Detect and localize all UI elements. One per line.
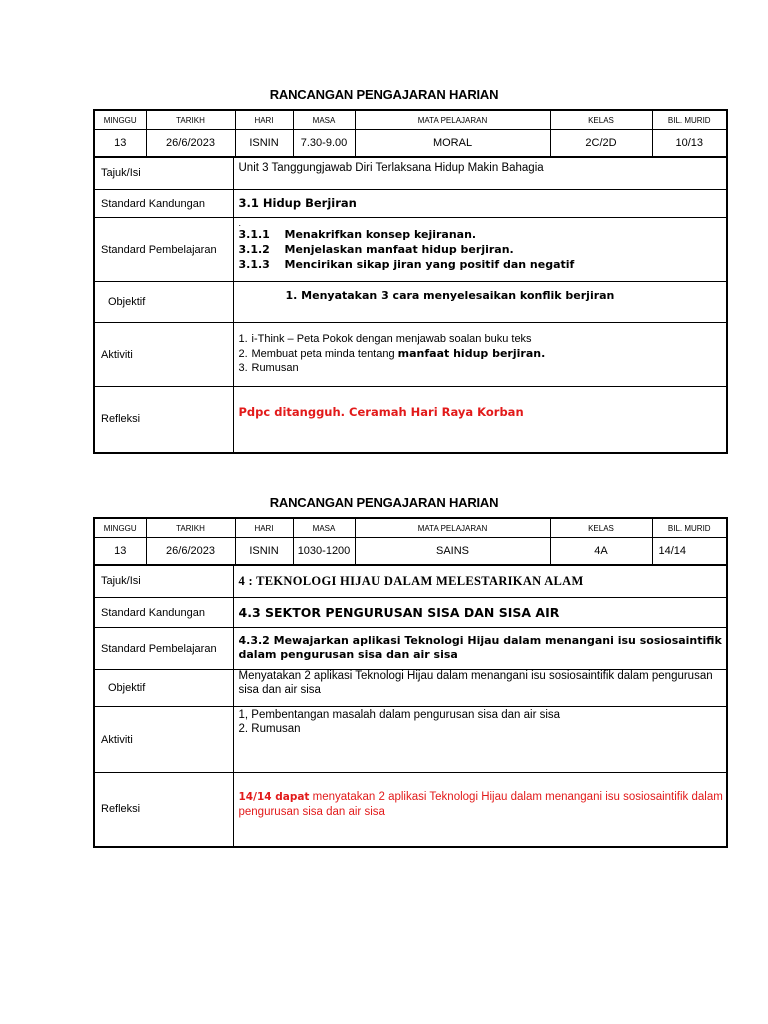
aktiviti-bold-text: manfaat hidup berjiran. [397,346,546,360]
objektif-value: 1. Menyatakan 3 cara menyelesaikan konflik berjiran [233,282,727,323]
sp-item [239,257,727,272]
aktiviti-list [239,332,727,376]
header-tarikh: TARIKH [146,110,235,130]
sp-text: Menjelaskan manfaat hidup berjiran. [284,243,514,256]
value-tarikh: 26/6/2023 [146,130,235,158]
aktiviti-number: 1. [238,333,248,345]
value-minggu: 13 [94,538,146,566]
aktiviti-number: 2. [238,347,248,360]
header-hari: HARI [235,110,293,130]
value-tarikh: 26/6/2023 [146,538,235,566]
tajuk-value: Unit 3 Tanggungjawab Diri Terlaksana Hidup Makin Bahagia [233,157,727,190]
aktiviti-item: 2. Rumusan [238,722,301,735]
header-tarikh: TARIKH [146,518,235,538]
header-bil-murid: BIL. MURID [652,110,727,130]
aktiviti-item [239,361,727,376]
aktiviti-text: i-Think – Peta Pokok dengan menjawab soalan buku teks [251,333,532,345]
label-refleksi: Refleksi [94,387,233,453]
header-mata-pelajaran: MATA PELAJARAN [355,518,550,538]
sp-code: 3.1.1 [238,228,270,241]
plan-1-body-table [93,156,728,454]
sp-text: Menakrifkan konsep kejiranan. [284,228,477,241]
aktiviti-cell [233,707,727,773]
label-objektif: Objektif [94,282,233,323]
tajuk-value: 4 : TEKNOLOGI HIJAU DALAM MELESTARIKAN ALAM [233,565,727,598]
header-hari: HARI [235,518,293,538]
objektif-value: Menyatakan 2 aplikasi Teknologi Hijau dalam menangani isu sosiosaintifik dalam pengurusan sisa dan air sisa [233,670,727,707]
value-hari: ISNIN [235,538,293,566]
header-mata-pelajaran: MATA PELAJARAN [355,110,550,130]
label-standard-kandungan: Standard Kandungan [94,190,233,218]
header-minggu: MINGGU [94,518,146,538]
label-tajuk: Tajuk/Isi [94,565,233,598]
plan-2-header-table [93,517,728,566]
value-hari: ISNIN [235,130,293,158]
label-aktiviti: Aktiviti [94,323,233,387]
value-kelas: 2C/2D [550,130,652,158]
refleksi-value: Pdpc ditangguh. Ceramah Hari Raya Korban [233,387,727,453]
refleksi-value: menyatakan 2 aplikasi Teknologi Hijau dalam menangani isu sosiosaintifik dalam pengurusan sisa dan air sisa [238,791,727,818]
value-kelas: 4A [550,538,652,566]
label-standard-pembelajaran: Standard Pembelajaran [94,628,233,670]
header-masa: MASA [293,518,355,538]
standard-kandungan-value: 4.3 SEKTOR PENGURUSAN SISA DAN SISA AIR [233,598,727,628]
value-masa: 1030-1200 [293,538,355,566]
label-refleksi: Refleksi [94,773,233,847]
standard-kandungan-value: 3.1 Hidup Berjiran [233,190,727,218]
standard-pembelajaran-value: 4.3.2 Mewajarkan aplikasi Teknologi Hijau dalam menangani isu sosiosaintifik dalam pengurusan sisa dan air sisa [233,628,727,670]
label-tajuk: Tajuk/Isi [94,157,233,190]
plan-1-header-table [93,109,728,158]
value-mata-pelajaran: MORAL [355,130,550,158]
aktiviti-number: 3. [238,362,248,374]
header-kelas: KELAS [550,110,652,130]
header-bil-murid: BIL. MURID [652,518,727,538]
sp-code: 3.1.2 [238,243,270,256]
label-aktiviti: Aktiviti [94,707,233,773]
aktiviti-cell [233,323,727,387]
plan-2-body-table [93,564,728,848]
refleksi-prefix: 14/14 dapat [238,791,310,803]
header-kelas: KELAS [550,518,652,538]
label-objektif: Objektif [94,670,233,707]
value-mata-pelajaran: SAINS [355,538,550,566]
sp-item [239,227,727,242]
label-standard-kandungan: Standard Kandungan [94,598,233,628]
value-minggu: 13 [94,130,146,158]
sp-dot: . [238,218,242,228]
plan-2-title: RANCANGAN PENGAJARAN HARIAN [269,495,499,510]
header-masa: MASA [293,110,355,130]
aktiviti-item: 1, Pembentangan masalah dalam pengurusan sisa dan air sisa [238,709,561,721]
standard-pembelajaran-cell [233,218,727,282]
header-minggu: MINGGU [94,110,146,130]
sp-text: Mencirikan sikap jiran yang positif dan negatif [284,258,575,271]
refleksi-cell [233,773,727,847]
plan-1-title: RANCANGAN PENGAJARAN HARIAN [269,87,499,102]
aktiviti-item [239,347,727,362]
aktiviti-item [239,332,727,347]
aktiviti-text: Rumusan [251,362,299,374]
sp-code: 3.1.3 [238,258,270,271]
value-bil-murid: 10/13 [652,130,727,158]
value-masa: 7.30-9.00 [293,130,355,158]
value-bil-murid: 14/14 [652,538,727,566]
aktiviti-text: Membuat peta minda tentang [251,347,398,360]
sp-item [239,242,727,257]
label-standard-pembelajaran: Standard Pembelajaran [94,218,233,282]
